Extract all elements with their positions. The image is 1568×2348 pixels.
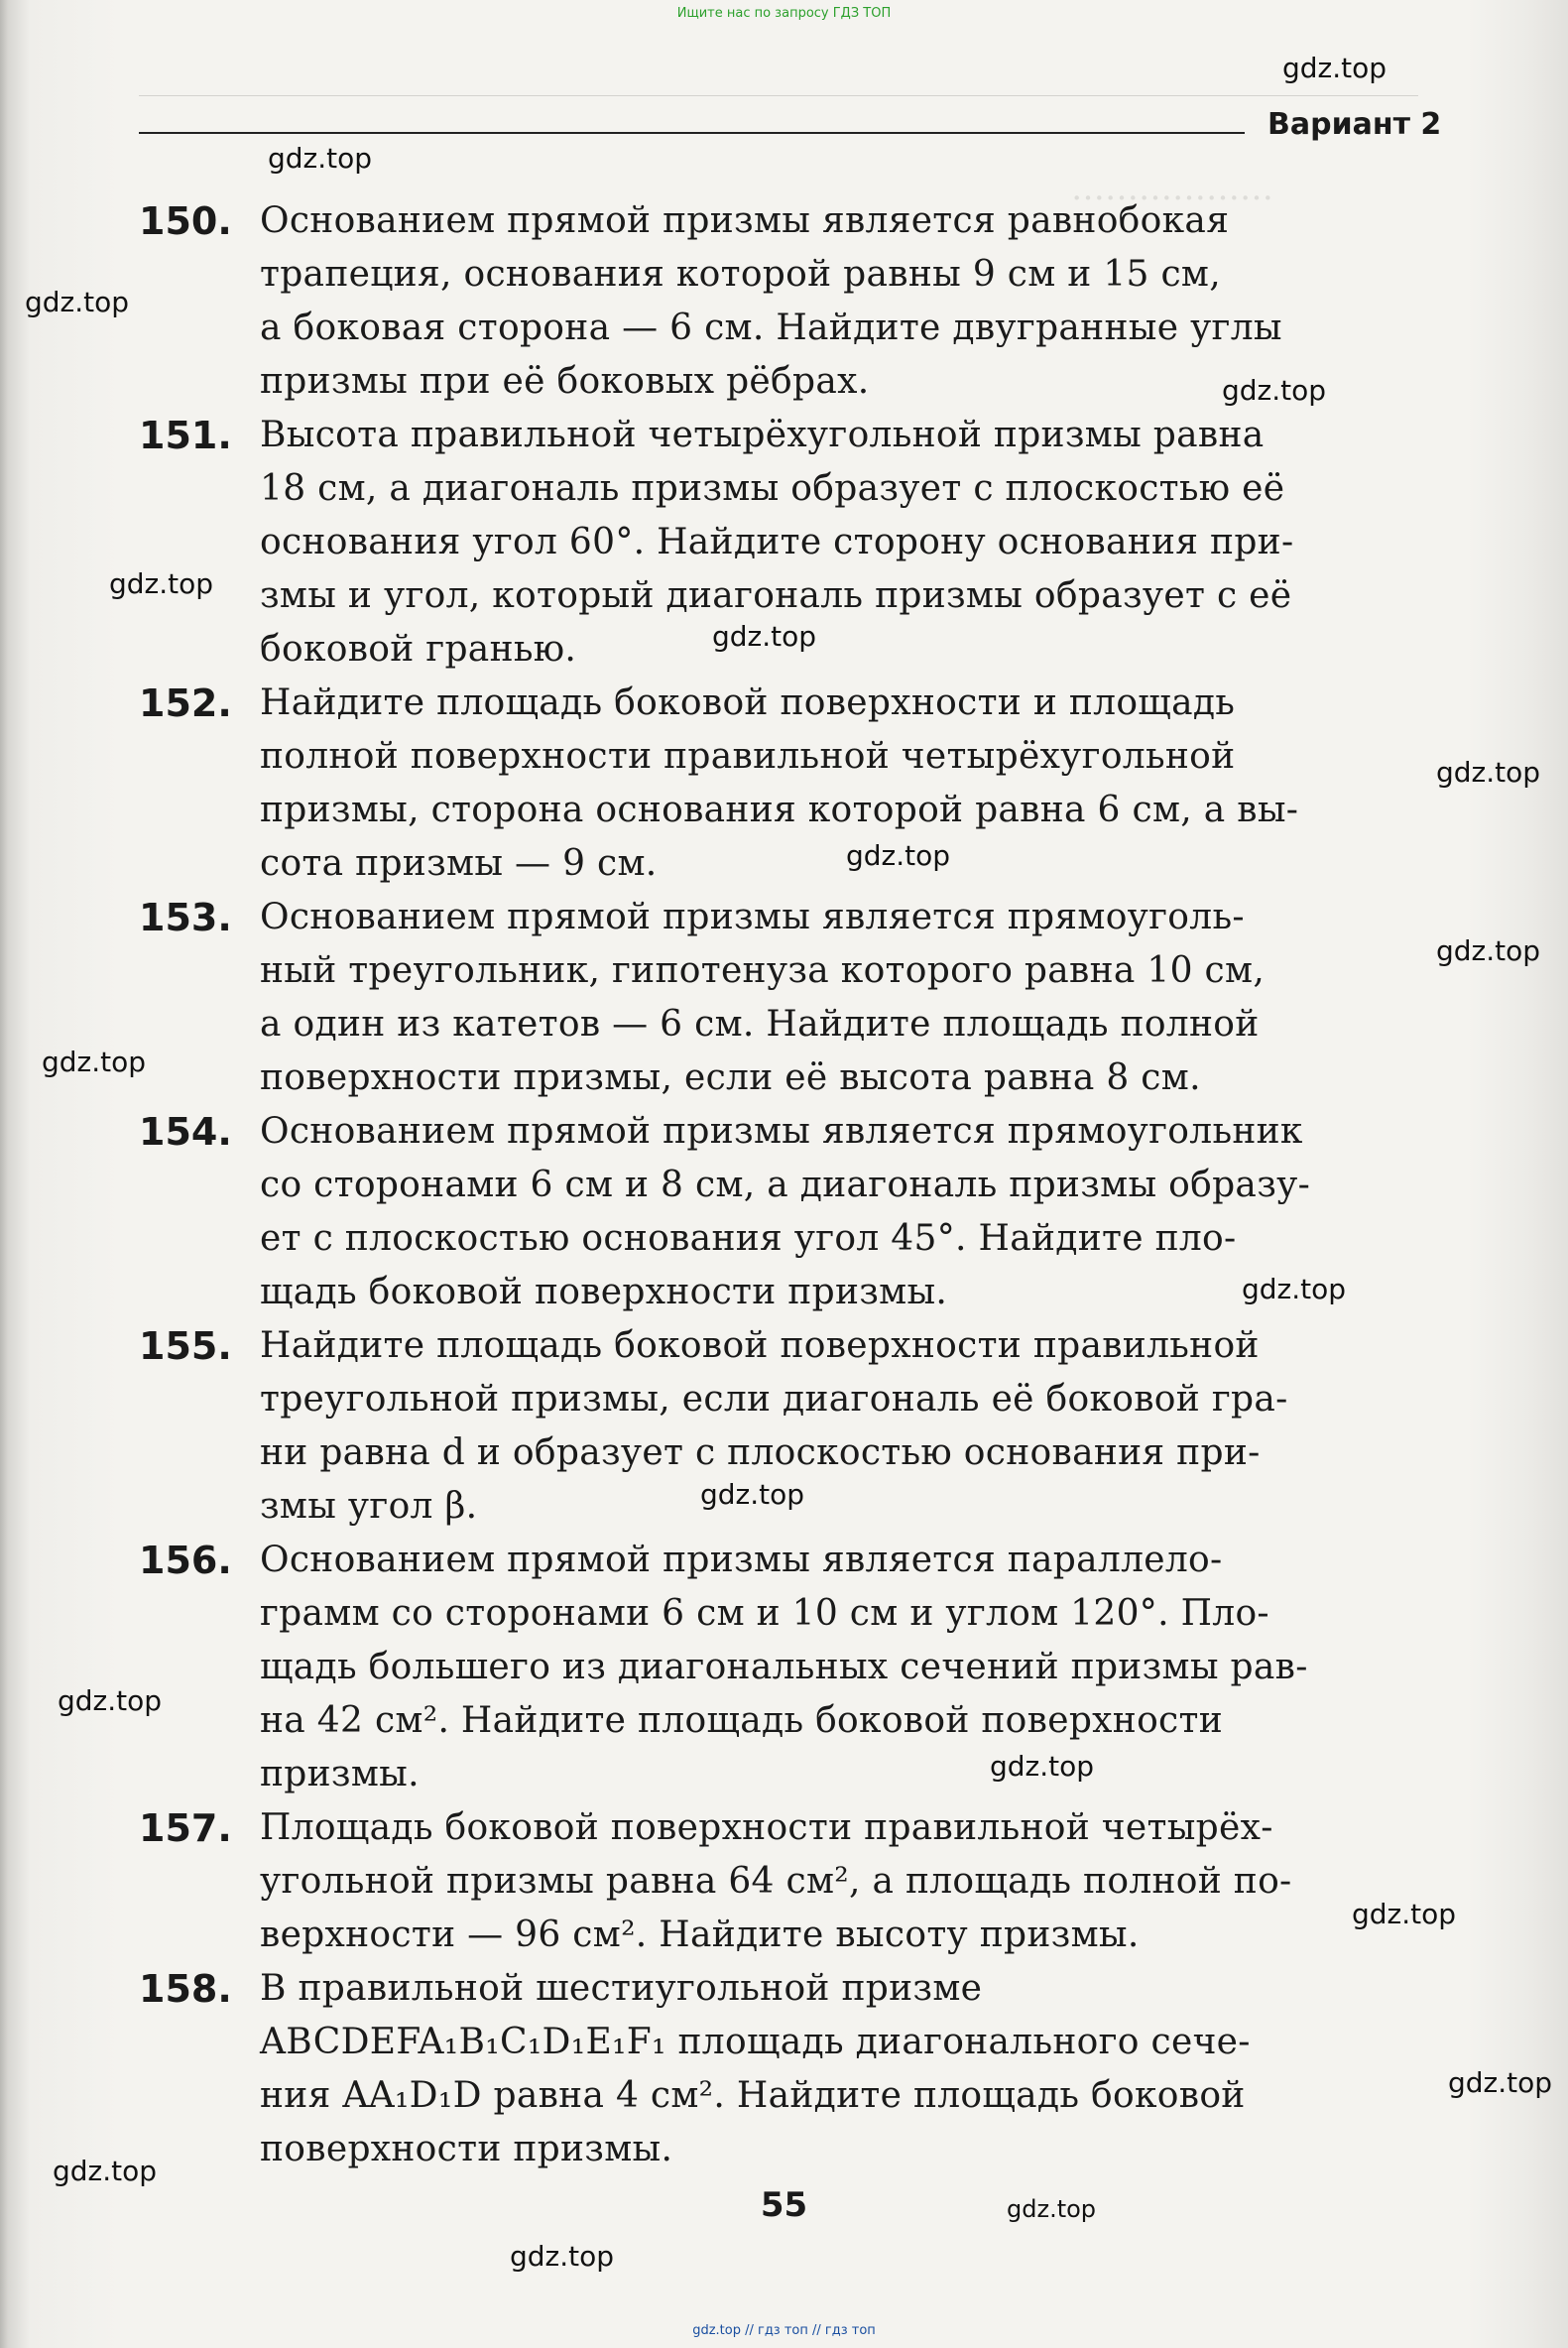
watermark: gdz.top bbox=[846, 839, 951, 872]
problem-line: Высота правильной четырёхугольной призмы равна bbox=[260, 415, 1265, 455]
problem-line: щадь боковой поверхности призмы. bbox=[260, 1272, 948, 1312]
page-number: 55 bbox=[760, 2185, 808, 2225]
problem-number: 156. bbox=[139, 1539, 232, 1582]
problem-line: боковой гранью. bbox=[260, 629, 577, 670]
problem-line: Найдите площадь боковой поверхности правильной bbox=[260, 1325, 1260, 1366]
problem-number: 157. bbox=[139, 1806, 232, 1850]
problem-number: 155. bbox=[139, 1324, 232, 1368]
problem-line: поверхности призмы. bbox=[260, 2129, 673, 2169]
problem-line: полной поверхности правильной четырёхугольной bbox=[260, 736, 1236, 777]
problem-152 bbox=[139, 677, 1428, 891]
problem-text bbox=[260, 1105, 1567, 1319]
problem-number: 151. bbox=[139, 414, 232, 457]
problem-text bbox=[260, 1801, 1567, 1962]
watermark: gdz.top bbox=[1352, 1898, 1457, 1930]
problem-text bbox=[260, 194, 1567, 409]
problem-line: грамм со сторонами 6 см и 10 см и углом 120°. Пло- bbox=[260, 1593, 1269, 1634]
watermark: gdz.top bbox=[510, 2240, 615, 2273]
problem-line: змы угол β. bbox=[260, 1486, 478, 1527]
problem-line: трапеция, основания которой равны 9 см и 15 см, bbox=[260, 254, 1221, 295]
problem-number: 154. bbox=[139, 1110, 232, 1154]
problem-line: угольной призмы равна 64 см², а площадь полной по- bbox=[260, 1861, 1292, 1902]
problem-list bbox=[139, 194, 1428, 2176]
problem-154 bbox=[139, 1105, 1428, 1319]
problem-line: ный треугольник, гипотенуза которого равна 10 см, bbox=[260, 950, 1266, 991]
problem-line: на 42 см². Найдите площадь боковой поверхности bbox=[260, 1700, 1224, 1741]
watermark: gdz.top bbox=[1436, 934, 1541, 967]
watermark: gdz.top bbox=[1007, 2195, 1097, 2223]
watermark: gdz.top bbox=[1242, 1273, 1347, 1305]
problem-text bbox=[260, 409, 1567, 677]
problem-line: призмы при её боковых рёбрах. bbox=[260, 361, 870, 402]
watermark: gdz.top bbox=[1282, 52, 1387, 84]
header-rule bbox=[139, 132, 1245, 134]
problem-line: а один из катетов — 6 см. Найдите площадь полной bbox=[260, 1004, 1260, 1045]
problem-line: призмы, сторона основания которой равна 6 см, а вы- bbox=[260, 790, 1299, 830]
problem-line: Основанием прямой призмы является прямоугольник bbox=[260, 1111, 1303, 1152]
footer-links: gdz.top // гдз топ // гдз топ bbox=[692, 2323, 876, 2338]
watermark: gdz.top bbox=[1222, 374, 1327, 407]
problem-number: 152. bbox=[139, 681, 232, 725]
watermark: gdz.top bbox=[53, 2155, 158, 2187]
problem-line: змы и угол, который диагональ призмы образует с её bbox=[260, 575, 1292, 616]
problem-156 bbox=[139, 1534, 1428, 1801]
watermark: gdz.top bbox=[700, 1478, 805, 1511]
problem-line: со сторонами 6 см и 8 см, а диагональ призмы образу- bbox=[260, 1165, 1311, 1205]
watermark: gdz.top bbox=[1448, 2066, 1553, 2099]
problem-158 bbox=[139, 1962, 1428, 2176]
problem-line: Основанием прямой призмы является параллело- bbox=[260, 1540, 1223, 1580]
problem-line: Площадь боковой поверхности правильной четырёх- bbox=[260, 1807, 1273, 1848]
problem-number: 153. bbox=[139, 896, 232, 939]
problem-line: ABCDEFA₁B₁C₁D₁E₁F₁ площадь диагонального сече- bbox=[260, 2022, 1251, 2062]
problem-text bbox=[260, 1534, 1567, 1801]
problem-text bbox=[260, 1962, 1567, 2176]
watermark: gdz.top bbox=[58, 1684, 163, 1717]
problem-line: поверхности призмы, если её высота равна 8 см. bbox=[260, 1057, 1201, 1098]
watermark: gdz.top bbox=[109, 567, 214, 600]
problem-line: основания угол 60°. Найдите сторону основания при- bbox=[260, 522, 1294, 562]
problem-number: 158. bbox=[139, 1967, 232, 2011]
problem-number: 150. bbox=[139, 199, 232, 243]
watermark: gdz.top bbox=[712, 620, 817, 653]
problem-line: сота призмы — 9 см. bbox=[260, 843, 658, 884]
problem-text bbox=[260, 1319, 1567, 1534]
problem-line: В правильной шестиугольной призме bbox=[260, 1968, 983, 2009]
problem-line: Основанием прямой призмы является прямоуголь- bbox=[260, 897, 1245, 937]
problem-line: Найдите площадь боковой поверхности и площадь bbox=[260, 682, 1236, 723]
problem-line: а боковая сторона — 6 см. Найдите двугранные углы bbox=[260, 308, 1282, 348]
header-rule-faint bbox=[139, 95, 1418, 96]
problem-line: ни равна d и образует с плоскостью основания при- bbox=[260, 1432, 1261, 1473]
problem-line: ет с плоскостью основания угол 45°. Найдите пло- bbox=[260, 1218, 1237, 1259]
problem-line: треугольной призмы, если диагональ её боковой гра- bbox=[260, 1379, 1288, 1420]
variant-label: Вариант 2 bbox=[1267, 107, 1442, 142]
watermark: gdz.top bbox=[268, 142, 373, 175]
problem-line: призмы. bbox=[260, 1754, 420, 1794]
problem-line: щадь большего из диагональных сечений призмы рав- bbox=[260, 1647, 1308, 1687]
problem-line: 18 см, а диагональ призмы образует с плоскостью её bbox=[260, 468, 1285, 509]
problem-line: ния AA₁D₁D равна 4 см². Найдите площадь боковой bbox=[260, 2075, 1246, 2116]
watermark: gdz.top bbox=[990, 1750, 1095, 1783]
top-banner: Ищите нас по запросу ГДЗ ТОП bbox=[676, 6, 892, 21]
problem-153 bbox=[139, 891, 1428, 1105]
bleed-through-text: ……………… bbox=[1071, 169, 1273, 208]
problem-line: Основанием прямой призмы является равнобокая bbox=[260, 200, 1230, 241]
problem-text bbox=[260, 891, 1567, 1105]
watermark: gdz.top bbox=[42, 1046, 147, 1078]
watermark: gdz.top bbox=[1436, 756, 1541, 789]
watermark: gdz.top bbox=[25, 286, 130, 318]
problem-157 bbox=[139, 1801, 1428, 1962]
problem-line: верхности — 96 см². Найдите высоту призмы. bbox=[260, 1915, 1140, 1955]
